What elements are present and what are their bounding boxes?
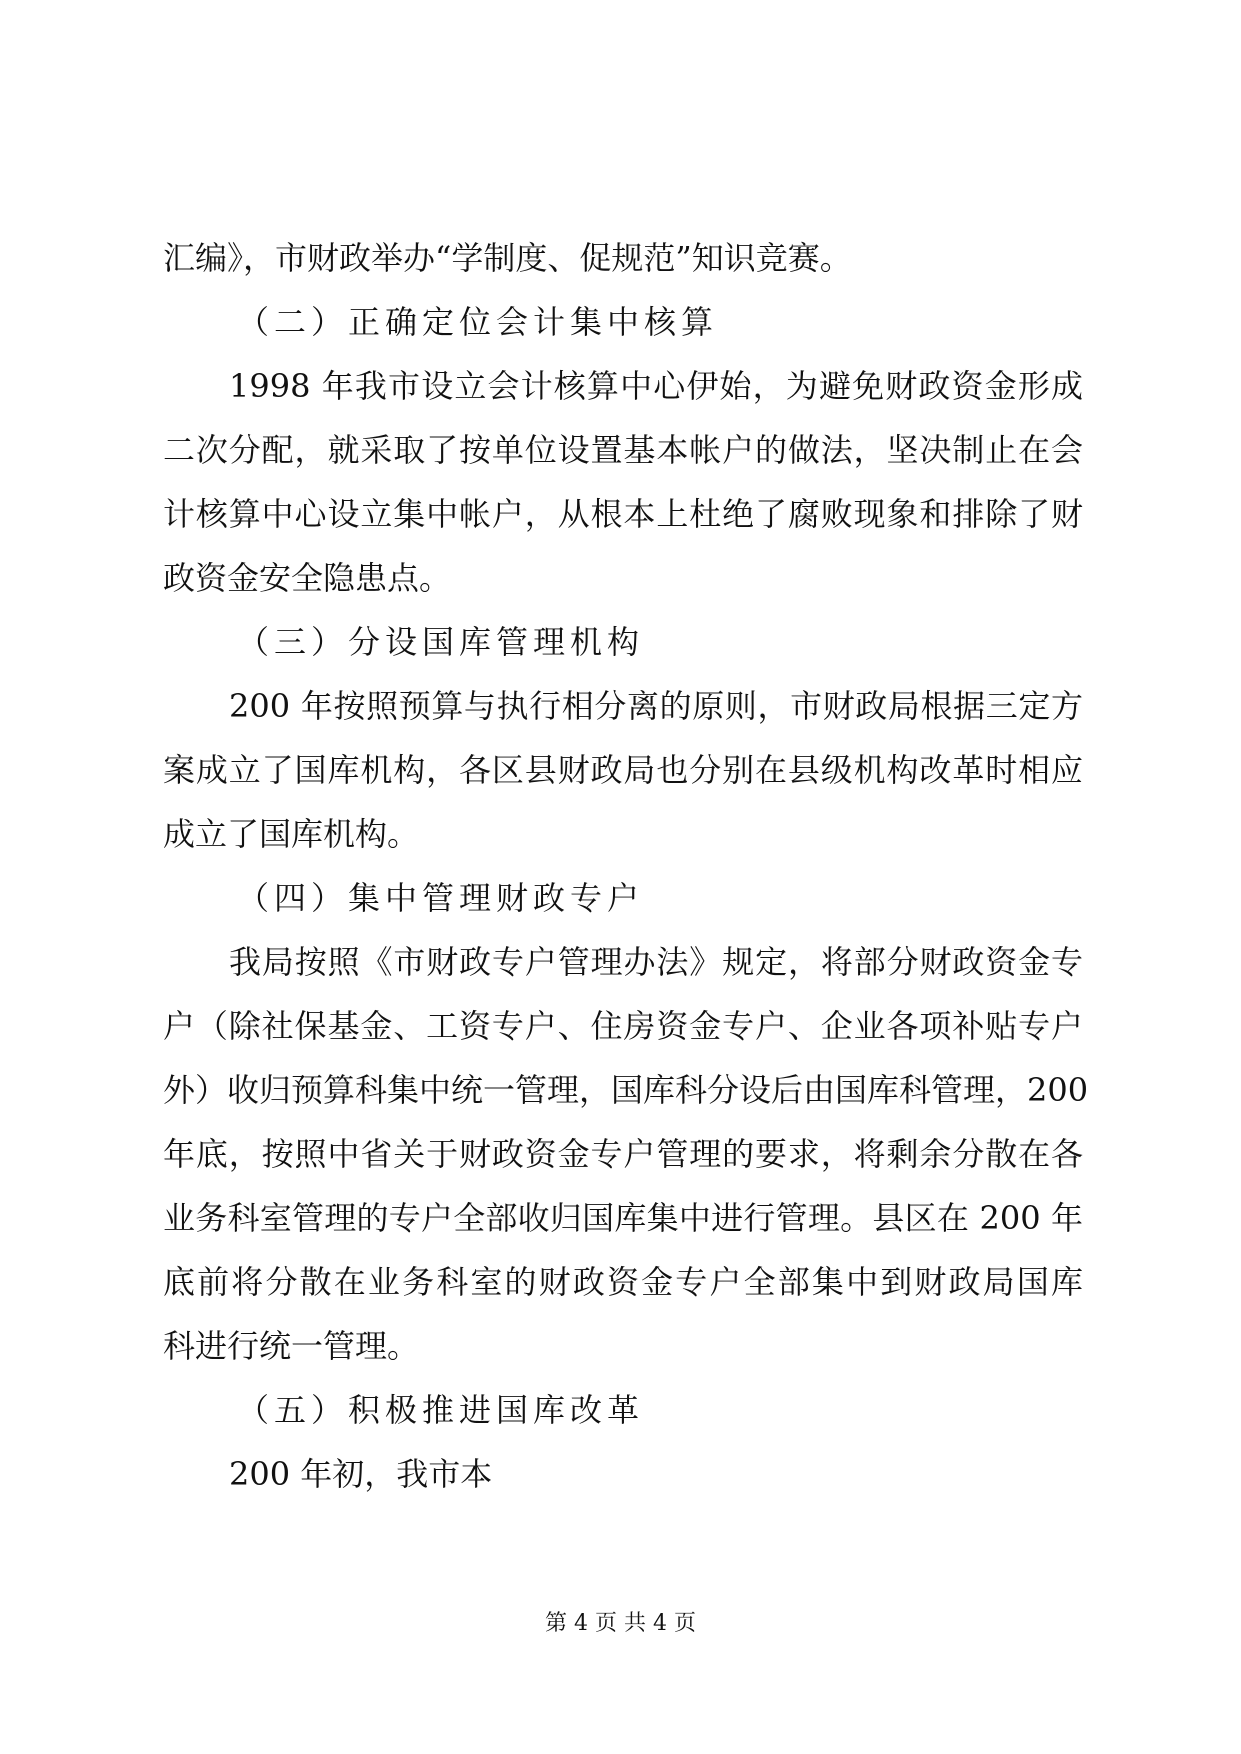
paragraph-line: 外）收归预算科集中统一管理，国库科分设后由国库科管理，200 (163, 1071, 1089, 1109)
section-heading: （二）正确定位会计集中核算 (237, 303, 719, 341)
page-number-footer: 第 4 页 共 4 页 (545, 1611, 696, 1636)
paragraph-line: 200 年按照预算与执行相分离的原则，市财政局根据三定方 (229, 687, 1083, 725)
document-body (163, 226, 1089, 1506)
paragraph-line: 户（除社保基金、工资专户、住房资金专户、企业各项补贴专户 (163, 1007, 1083, 1045)
paragraph-line: 二次分配，就采取了按单位设置基本帐户的做法，坚决制止在会 (163, 431, 1083, 469)
paragraph-line: 我局按照《市财政专户管理办法》规定，将部分财政资金专 (229, 943, 1083, 981)
paragraph-line: 业务科室管理的专户全部收归国库集中进行管理。县区在 200 年 (163, 1199, 1083, 1237)
paragraph-line: 1998 年我市设立会计核算中心伊始，为避免财政资金形成 (229, 367, 1083, 405)
paragraph-line: 案成立了国库机构，各区县财政局也分别在县级机构改革时相应 (163, 751, 1083, 789)
section-heading: （五）积极推进国库改革 (237, 1391, 645, 1429)
paragraph-line: 汇编》，市财政举办“学制度、促规范”知识竞赛。 (163, 239, 852, 277)
paragraph-line: 成立了国库机构。 (163, 815, 420, 853)
section-heading: （四）集中管理财政专户 (237, 879, 645, 917)
paragraph-line: 200 年初，我市本 (229, 1455, 493, 1493)
paragraph-line: 科进行统一管理。 (163, 1327, 420, 1365)
paragraph-line: 政资金安全隐患点。 (163, 559, 452, 597)
paragraph-line: 年底，按照中省关于财政资金专户管理的要求，将剩余分散在各 (163, 1135, 1083, 1173)
paragraph-line: 计核算中心设立集中帐户，从根本上杜绝了腐败现象和排除了财 (163, 495, 1083, 533)
paragraph-line: 底前将分散在业务科室的财政资金专户全部集中到财政局国库 (163, 1263, 1083, 1301)
section-heading: （三）分设国库管理机构 (237, 623, 645, 661)
